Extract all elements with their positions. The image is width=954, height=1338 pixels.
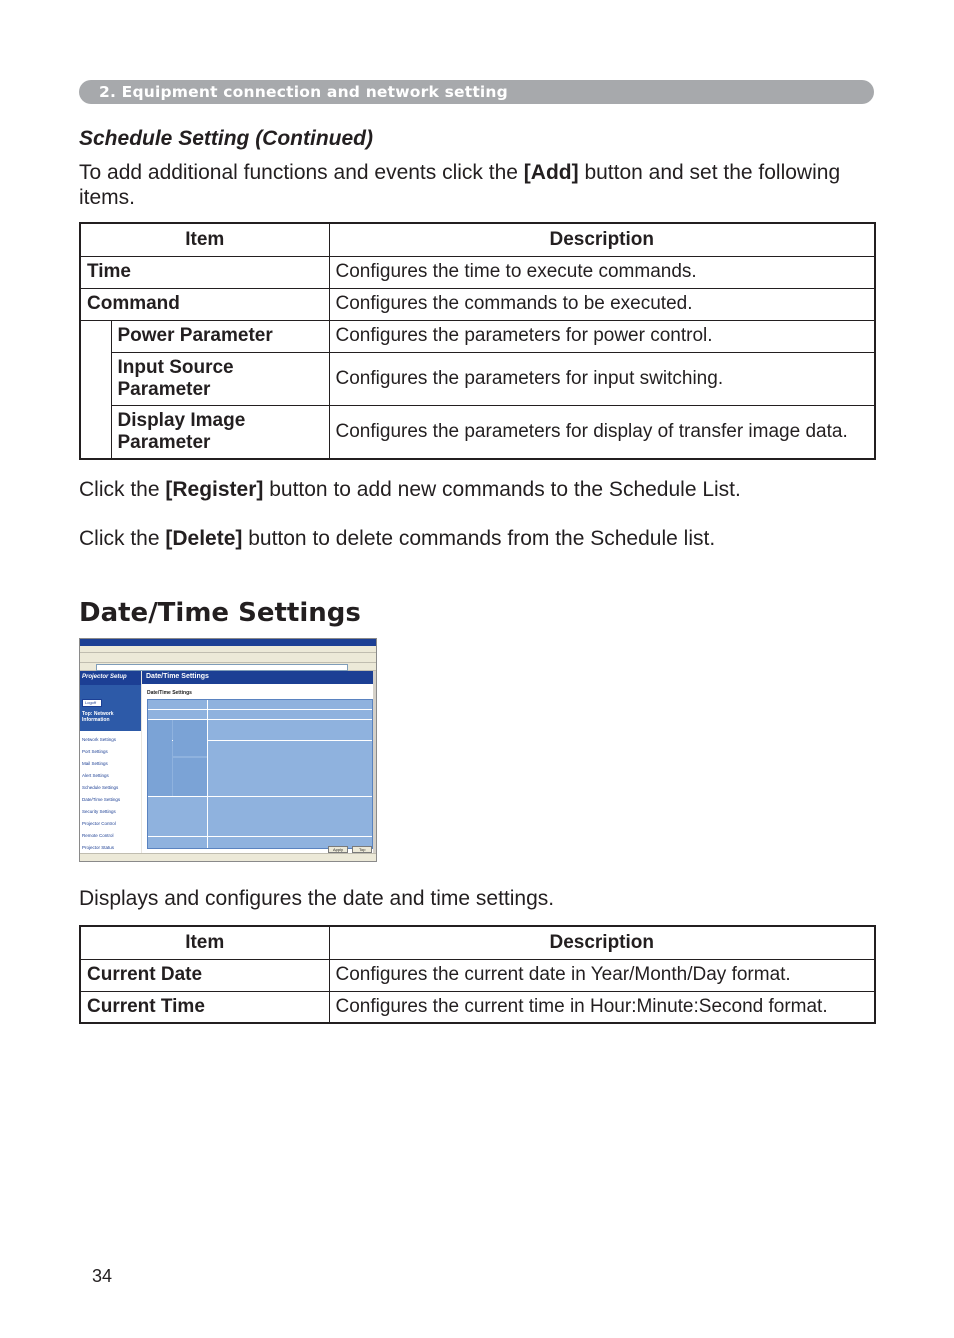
list-item: Port Settings (82, 749, 108, 754)
form-start-cell (173, 720, 207, 756)
row-item: Current Time (80, 991, 329, 1023)
register-text-after: button to add new commands to the Schedule List. (263, 478, 741, 501)
delete-text-after: button to delete commands from the Schedule list. (242, 527, 716, 550)
screenshot-form-title: Date/Time Settings (147, 690, 192, 696)
list-item: Alert Settings (82, 773, 109, 778)
add-button-ref: [Add] (523, 161, 579, 184)
table-row (80, 405, 875, 459)
logoff-label: Logoff (85, 700, 97, 705)
table-row (80, 288, 875, 320)
delete-button-ref: [Delete] (165, 527, 243, 550)
screenshot-nav-current: Top: Network Information (82, 711, 114, 723)
register-text-before: Click the (79, 478, 166, 501)
table-row (80, 320, 875, 352)
list-item: Mail Settings (82, 761, 108, 766)
row-item: Display Image Parameter (111, 405, 329, 459)
delete-instruction (79, 526, 879, 551)
schedule-subheading: Schedule Setting (Continued) (79, 127, 373, 150)
screenshot-top-button (352, 846, 372, 853)
table-row (80, 991, 875, 1023)
table-header-row (80, 926, 875, 959)
row-description: Configures the current time in Hour:Minute:Second format. (329, 991, 875, 1023)
form-dst-cell (148, 720, 172, 796)
browser-statusbar (80, 853, 376, 861)
row-description: Configures the parameters for display of transfer image data. (329, 405, 875, 459)
list-item: Schedule Settings (82, 785, 119, 790)
indent-cell (80, 320, 111, 459)
column-header-description: Description (329, 223, 875, 256)
screenshot-page-title: Date/Time Settings (146, 673, 209, 680)
row-item: Command (80, 288, 329, 320)
form-divider (148, 836, 372, 837)
screenshot-settings-form (147, 699, 373, 849)
table-header-row (80, 223, 875, 256)
table-row (80, 959, 875, 991)
browser-menubar (80, 646, 376, 653)
list-item: Projector Control (82, 821, 116, 826)
logo-text: Projector Setup (82, 674, 127, 680)
screenshot-apply-button (328, 846, 348, 853)
table-row (80, 256, 875, 288)
section-header-bar: 2. Equipment connection and network setting (79, 80, 874, 104)
schedule-intro (79, 160, 879, 210)
row-description: Configures the parameters for power control. (329, 320, 875, 352)
column-header-item: Item (80, 926, 329, 959)
screenshot-logoff-button (82, 699, 102, 707)
row-item: Time (80, 256, 329, 288)
top-label: Top (359, 847, 366, 852)
column-header-item: Item (80, 223, 329, 256)
list-item: Date/Time Settings (82, 797, 121, 802)
list-item: Remote Control (82, 833, 114, 838)
register-instruction (79, 477, 879, 502)
table-row (80, 352, 875, 405)
datetime-heading: Date/Time Settings (79, 598, 361, 628)
row-description: Configures the time to execute commands. (329, 256, 875, 288)
screenshot-logo (80, 671, 141, 685)
form-column-divider (207, 700, 208, 848)
page-number: 34 (92, 1266, 113, 1286)
list-item: Projector Status (82, 845, 115, 850)
datetime-table (79, 925, 876, 1024)
row-description: Configures the parameters for input switching. (329, 352, 875, 405)
datetime-description: Displays and configures the date and time settings. (79, 887, 555, 910)
browser-toolbar (80, 653, 376, 663)
screenshot-nav-list (82, 737, 140, 857)
browser-address-field (96, 664, 348, 671)
intro-text-after: button and set the following items. (79, 161, 841, 209)
form-divider (148, 796, 372, 797)
screenshot-sidebar-current (80, 685, 141, 731)
row-item: Power Parameter (111, 320, 329, 352)
browser-titlebar (80, 639, 376, 646)
list-item: Network Settings (82, 737, 117, 742)
form-divider (148, 709, 372, 710)
intro-text-before: To add additional functions and events click the (79, 161, 524, 184)
schedule-table (79, 222, 876, 460)
list-item: Security Settings (82, 809, 116, 814)
row-description: Configures the commands to be executed. (329, 288, 875, 320)
delete-text-before: Click the (79, 527, 166, 550)
register-button-ref: [Register] (165, 478, 264, 501)
screenshot-scrollbar (373, 671, 376, 861)
form-end-cell (173, 758, 207, 796)
row-item: Current Date (80, 959, 329, 991)
row-description: Configures the current date in Year/Month/Day format. (329, 959, 875, 991)
row-item: Input Source Parameter (111, 352, 329, 405)
datetime-screenshot (79, 638, 377, 862)
apply-label: Apply (333, 847, 344, 852)
column-header-description: Description (329, 926, 875, 959)
